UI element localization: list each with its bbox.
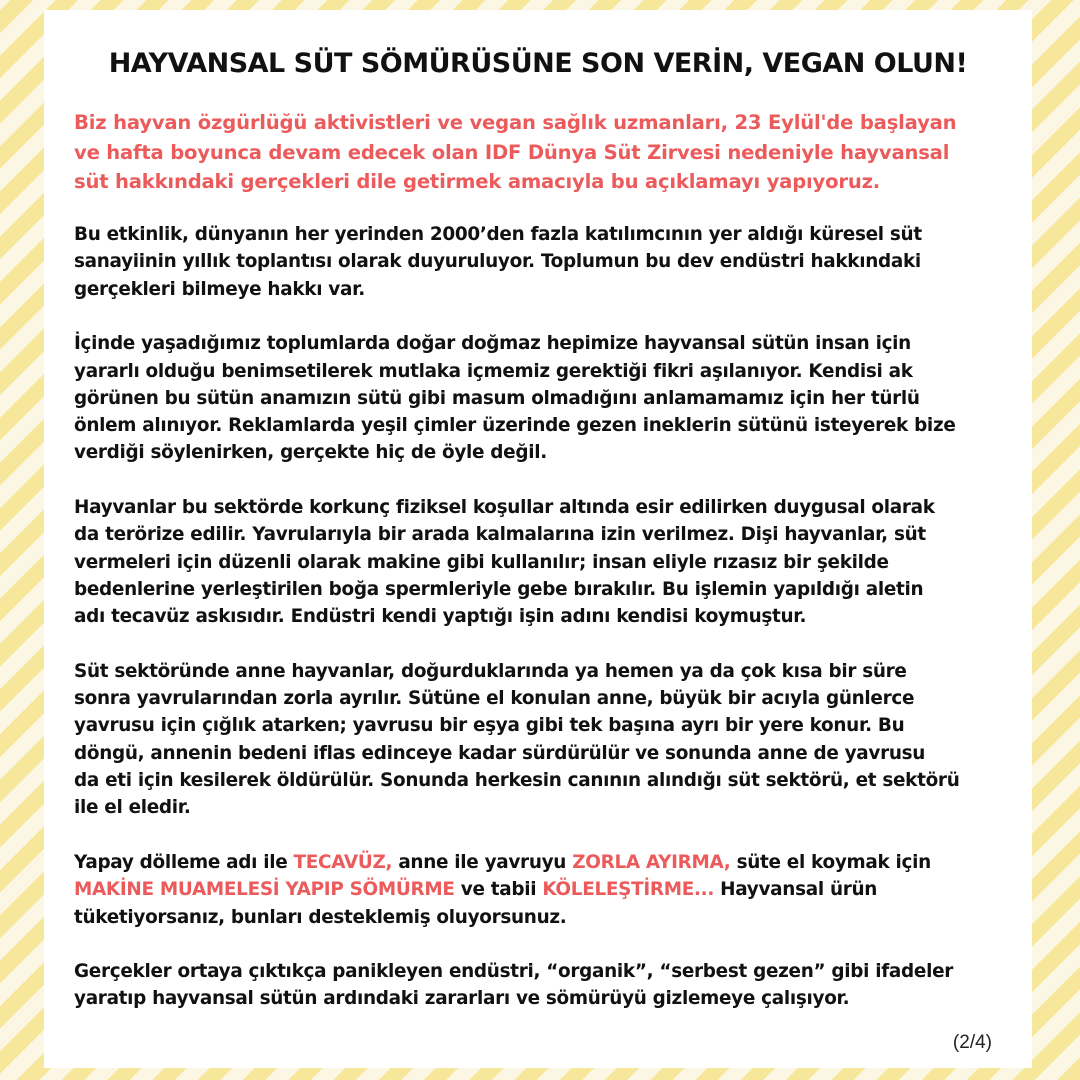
text-line: Süt sektöründe anne hayvanlar, doğurduklarında ya hemen ya da çok kısa bir süre	[74, 660, 907, 682]
text-segment: Yapay dölleme adı ile	[74, 851, 294, 873]
text-line: sanayiinin yıllık toplantısı olarak duyuruluyor. Toplumun bu dev endüstri hakkındaki	[74, 251, 921, 273]
highlight-text: MAKİNE MUAMELESİ YAPIP SÖMÜRME	[74, 879, 455, 901]
intro-paragraph	[74, 108, 1024, 197]
text-line: yavrusu için çığlık atarken; yavrusu bir eşya gibi tek başına ayrı bir yere konur. Bu	[74, 715, 905, 737]
text-line: yaratıp hayvansal sütün ardındaki zararları ve sömürüyü gizlemeye çalışıyor.	[74, 988, 850, 1010]
text-line: adı tecavüz askısıdır. Endüstri kendi yaptığı işin adını kendisi koymuştur.	[74, 606, 807, 628]
text-line: döngü, annenin bedeni iflas edinceye kadar sürdürülür ve sonunda anne de yavrusu	[74, 742, 926, 764]
text-line: yararlı olduğu benimsetilerek mutlaka içmemiz gerektiği fikri aşılanıyor. Kendisi ak	[74, 360, 913, 382]
text-segment: Hayvansal ürün	[714, 879, 878, 901]
intro-line: süt hakkındaki gerçekleri dile getirmek amacıyla bu açıklamayı yapıyoruz.	[74, 170, 881, 194]
text-line: verdiği söylenirken, gerçekte hiç de öyle değil.	[74, 442, 547, 464]
page-number: (2/4)	[952, 1032, 992, 1053]
text-line: vermeleri için düzenli olarak makine gibi kullanılır; insan eliyle rızasız bir şekilde	[74, 551, 889, 573]
highlight-text: ZORLA AYIRMA,	[572, 851, 731, 873]
text-line: da terörize edilir. Yavrularıyla bir arada kalmalarına izin verilmez. Dişi hayvanlar, süt	[74, 524, 926, 546]
highlight-text: TECAVÜZ,	[293, 851, 393, 873]
text-line: sonra yavrularından zorla ayrılır. Sütüne el konulan anne, büyük bir acıyla günlerce	[74, 688, 915, 710]
paragraph-society	[74, 330, 1024, 466]
text-line: görünen bu sütün anamızın sütü gibi masum olmadığını anlamamamız için her türlü	[74, 387, 920, 409]
text-line: Gerçekler ortaya çıktıkça panikleyen endüstri, “organik”, “serbest gezen” gibi ifadeler	[74, 961, 954, 983]
paragraph-separation	[74, 658, 1024, 822]
text-line: Bu etkinlik, dünyanın her yerinden 2000’den fazla katılımcının yer aldığı küresel süt	[74, 224, 922, 246]
intro-line: ve hafta boyunca devam edecek olan IDF Dünya Süt Zirvesi nedeniyle hayvansal	[74, 140, 950, 164]
text-line: bedenlerine yerleştirilen boğa spermleriyle gebe bırakılır. Bu işlemin yapıldığı aletin	[74, 578, 924, 600]
intro-line: Biz hayvan özgürlüğü aktivistleri ve vegan sağlık uzmanları, 23 Eylül'de başlayan	[74, 111, 957, 134]
paragraph-event	[74, 221, 1024, 303]
page-title: HAYVANSAL SÜT SÖMÜRÜSÜNE SON VERİN, VEGAN OLUN!	[108, 48, 968, 79]
text-line: ile el eledir.	[74, 797, 191, 819]
statement-body	[74, 108, 1024, 1040]
text-segment: anne ile yavruyu	[392, 851, 573, 873]
paragraph-industry	[74, 958, 1024, 1013]
highlight-text: KÖLELEŞTİRME...	[542, 879, 715, 901]
text-segment: tüketiyorsanız, bunları desteklemiş oluyorsunuz.	[74, 906, 567, 928]
text-line: Hayvanlar bu sektörde korkunç fiziksel koşullar altında esir edilirken duygusal olarak	[74, 497, 935, 519]
document-paper	[44, 10, 1032, 1068]
paragraph-conditions	[74, 494, 1024, 630]
text-segment: süte el koymak için	[730, 851, 931, 873]
text-line: İçinde yaşadığımız toplumlarda doğar doğmaz hepimize hayvansal sütün insan için	[74, 333, 911, 355]
paragraph-highlights	[74, 849, 1024, 931]
text-line: önlem alınıyor. Reklamlarda yeşil çimler üzerinde gezen ineklerin sütünü isteyerek bize	[74, 415, 956, 437]
text-segment: ve tabii	[454, 879, 543, 901]
text-line: gerçekleri bilmeye hakkı var.	[74, 278, 365, 300]
text-line: da eti için kesilerek öldürülür. Sonunda herkesin canının alındığı süt sektörü, et sektörü	[74, 770, 960, 792]
